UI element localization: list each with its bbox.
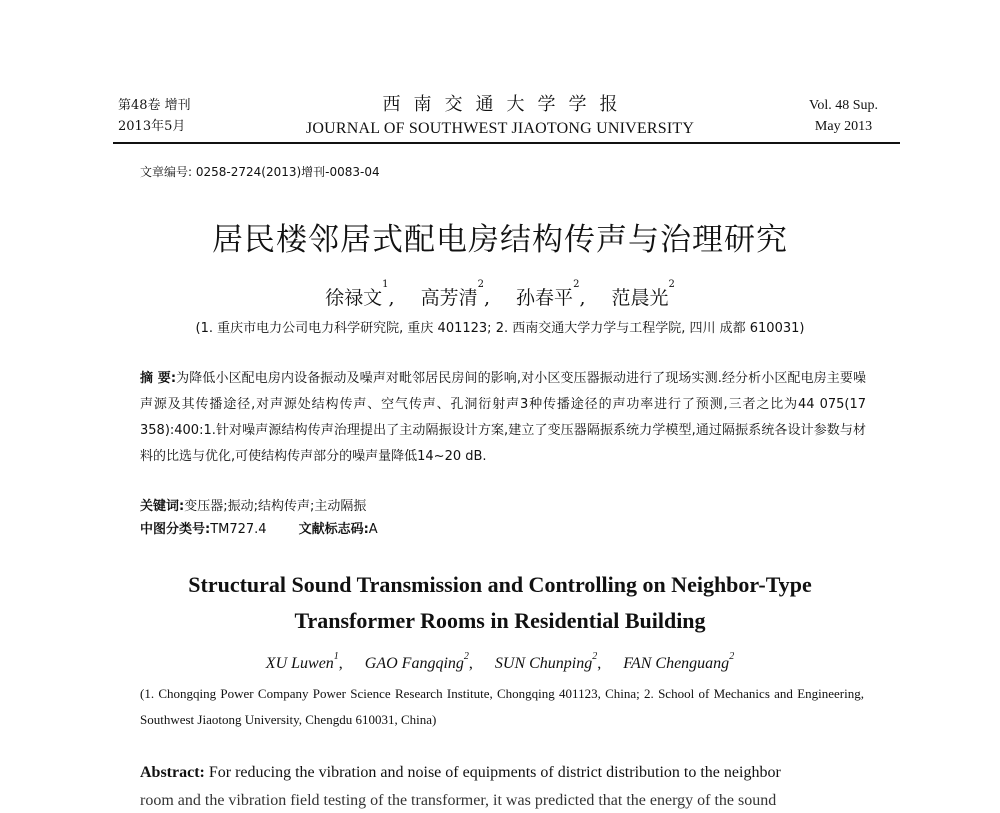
affiliation-en: (1. Chongqing Power Company Power Science Research Institute, Chongqing 401123, China; 2. School of Mechanics and Engineering, Southwest Jiaotong University, Chengdu 610031, China) <box>140 686 864 727</box>
title-cn: 居民楼邻居式配电房结构传声与治理研究 <box>212 222 788 258</box>
header-left <box>118 95 191 137</box>
header-rule <box>113 142 900 144</box>
article-number: 文章编号: 0258-2724(2013)增刊-0083-04 <box>140 165 380 179</box>
abstract-en-text: For reducing the vibration and noise of equipments of district distribution to the neighbor <box>208 764 781 781</box>
title-en: Structural Sound Transmission and Controlling on Neighbor-Type Transformer Rooms in Residential Building <box>188 572 812 633</box>
abstract-cn-text: 为降低小区配电房内设备振动及噪声对毗邻居民房间的影响,对小区变压器振动进行了现场实测.经分析小区配电房主要噪声源及其传播途径,对声源处结构传声、空气传声、孔洞衍射声3种传播途径的声功率进行了预测,三者之比为44 075(17 358):400:1.针对噪声源结构传声治理提出了主动隔振设计方案,建立了变压器隔振系统力学模型,通过隔振系统各设计参数与材料的比选与优化,可使结构传声部分的噪声量降低14~20 dB. <box>140 371 866 464</box>
affiliation-cn: (1. 重庆市电力公司电力科学研究院, 重庆 401123; 2. 西南交通大学力学与工程学院, 四川 成都 610031) <box>195 321 805 336</box>
classification: 中图分类号:TM727.4 文献标志码:A <box>140 522 378 537</box>
date-en: May 2013 <box>814 119 873 134</box>
metadata-cn <box>140 495 378 541</box>
journal-name-en: JOURNAL OF SOUTHWEST JIAOTONG UNIVERSITY <box>305 120 695 137</box>
header-center <box>300 93 700 140</box>
abstract-cn <box>140 366 866 470</box>
author-cn: 高芳清$^2$, <box>420 279 490 309</box>
abstract-en <box>140 761 864 809</box>
author-cn: 孙春平$^2$, <box>516 279 586 309</box>
authors-en <box>0 651 1000 673</box>
author-en: SUN Chunping$^2$, <box>494 651 602 672</box>
author-en: GAO Fangqing$^2$, <box>364 651 473 672</box>
volume-cn: 第48卷 增刊 <box>118 98 191 113</box>
author-en: XU Luwen$^1$, <box>265 651 343 672</box>
author-en: FAN Chenguang$^2$ <box>623 651 735 672</box>
journal-name-cn: 西南交通大学学报 <box>382 94 631 115</box>
abstract-en-label: Abstract: <box>140 764 205 781</box>
authors-cn <box>0 279 1000 310</box>
author-cn: 徐禄文$^1$, <box>325 279 395 309</box>
abstract-en-cut-line: room and the vibration field testing of the transformer, it was predicted that the energy of the sound <box>140 792 777 809</box>
abstract-cn-label: 摘 要: <box>140 371 177 386</box>
volume-en: Vol. 48 Sup. <box>809 98 878 113</box>
header-right <box>809 95 878 137</box>
author-cn: 范晨光$^2$ <box>611 279 675 309</box>
keywords-cn: 关键词:变压器;振动;结构传声;主动隔振 <box>140 499 367 514</box>
date-cn: 2013年5月 <box>118 119 186 134</box>
